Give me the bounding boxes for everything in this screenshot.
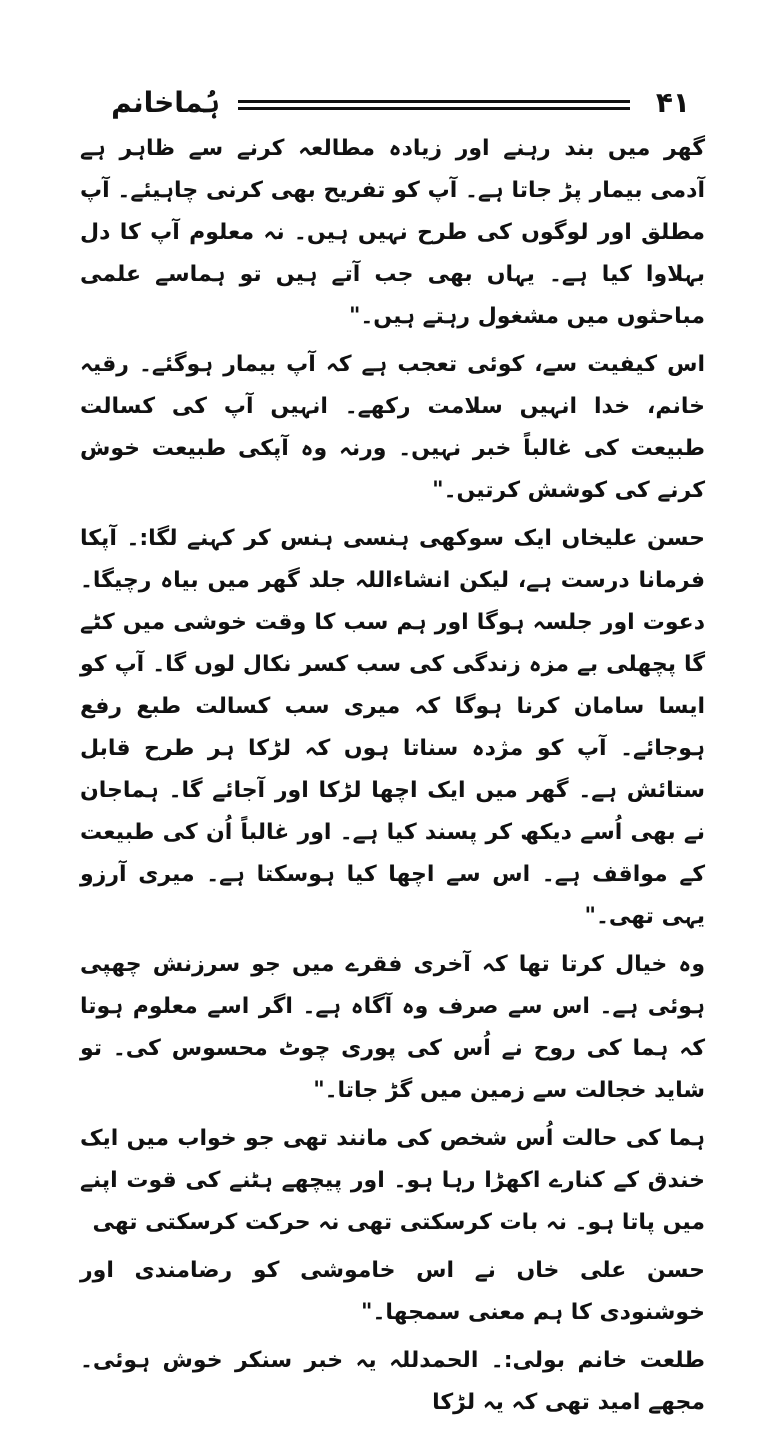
paragraph: حسن علیخاں ایک سوکھی ہنسی ہنس کر کہنے لگا:۔ آپکا فرمانا درست ہے، لیکن انشاءاللہ جلد گھر میں بیاہ رچیگا۔ دعوت اور جلسہ ہوگا اور ہم سب کا وقت خوشی میں کٹے گا پچھلی بے مزہ زندگی کی سب کسر نکال لوں گا۔ آپ کو ایسا سامان کرنا ہوگا کہ میری سب کسالت طبع رفع ہوجائے۔ آپ کو مژدہ سناتا ہوں کہ لڑکا ہر طرح قابل ستائش ہے۔ گھر میں ایک اچھا لڑکا اور آجائے گا۔ ہماجان نے بھی اُسے دیکھ کر پسند کیا ہے۔ اور غالباً اُن کی طبیعت کے مواقف ہے۔ اس سے اچھا کیا ہوسکتا ہے۔ میری آرزو یہی تھی۔" (80, 526, 705, 929)
paragraph: گھر میں بند رہنے اور زیادہ مطالعہ کرنے سے ظاہر ہے آدمی بیمار پڑ جاتا ہے۔ آپ کو تفریح بھی کرنی چاہیئے۔ آپ مطلق اور لوگوں کی طرح نہیں ہیں۔ نہ معلوم آپ کا دل بہلاوا کیا ہے۔ یہاں بھی جب آتے ہیں تو ہماسے علمی مباحثوں میں مشغول رہتے ہیں۔" (80, 136, 705, 329)
paragraph: حسن علی خاں نے اس خاموشی کو رضامندی اور خوشنودی کا ہم معنی سمجھا۔" (80, 1258, 705, 1325)
paragraph: ہما کی حالت اُس شخص کی مانند تھی جو خواب میں ایک خندق کے کنارے اکھڑا رہا ہو۔ اور پیچھے ہٹنے کی قوت اپنے میں پاتا ہو۔ نہ بات کرسکتی تھی نہ حرکت کرسکتی تھی (80, 1126, 705, 1235)
paragraph: اس کیفیت سے، کوئی تعجب ہے کہ آپ بیمار ہوگئے۔ رقیہ خانم، خدا انہیں سلامت رکھے۔ انہیں آپ کی کسالت طبیعت کی غالباً خبر نہیں۔ ورنہ وہ آپکی طبیعت خوش کرنے کی کوشش کرتیں۔" (80, 352, 705, 503)
page-header (88, 80, 700, 130)
running-title: ہُماخانم (111, 86, 220, 119)
body-text (80, 128, 705, 1430)
header-rule (238, 100, 630, 110)
paragraph: وہ خیال کرتا تھا کہ آخری فقرے میں جو سرزنش چھپی ہوئی ہے۔ اس سے صرف وہ آگاہ ہے۔ اگر اسے معلوم ہوتا کہ ہما کی روح نے اُس کی پوری چوٹ محسوس کی۔ تو شاید خجالت سے زمین میں گڑ جاتا۔" (80, 952, 705, 1103)
paragraph: طلعت خانم بولی:۔ الحمدللہ یہ خبر سنکر خوش ہوئی۔ مجھے امید تھی کہ یہ لڑکا (80, 1348, 705, 1415)
page-number: ۴۱ (655, 86, 690, 119)
